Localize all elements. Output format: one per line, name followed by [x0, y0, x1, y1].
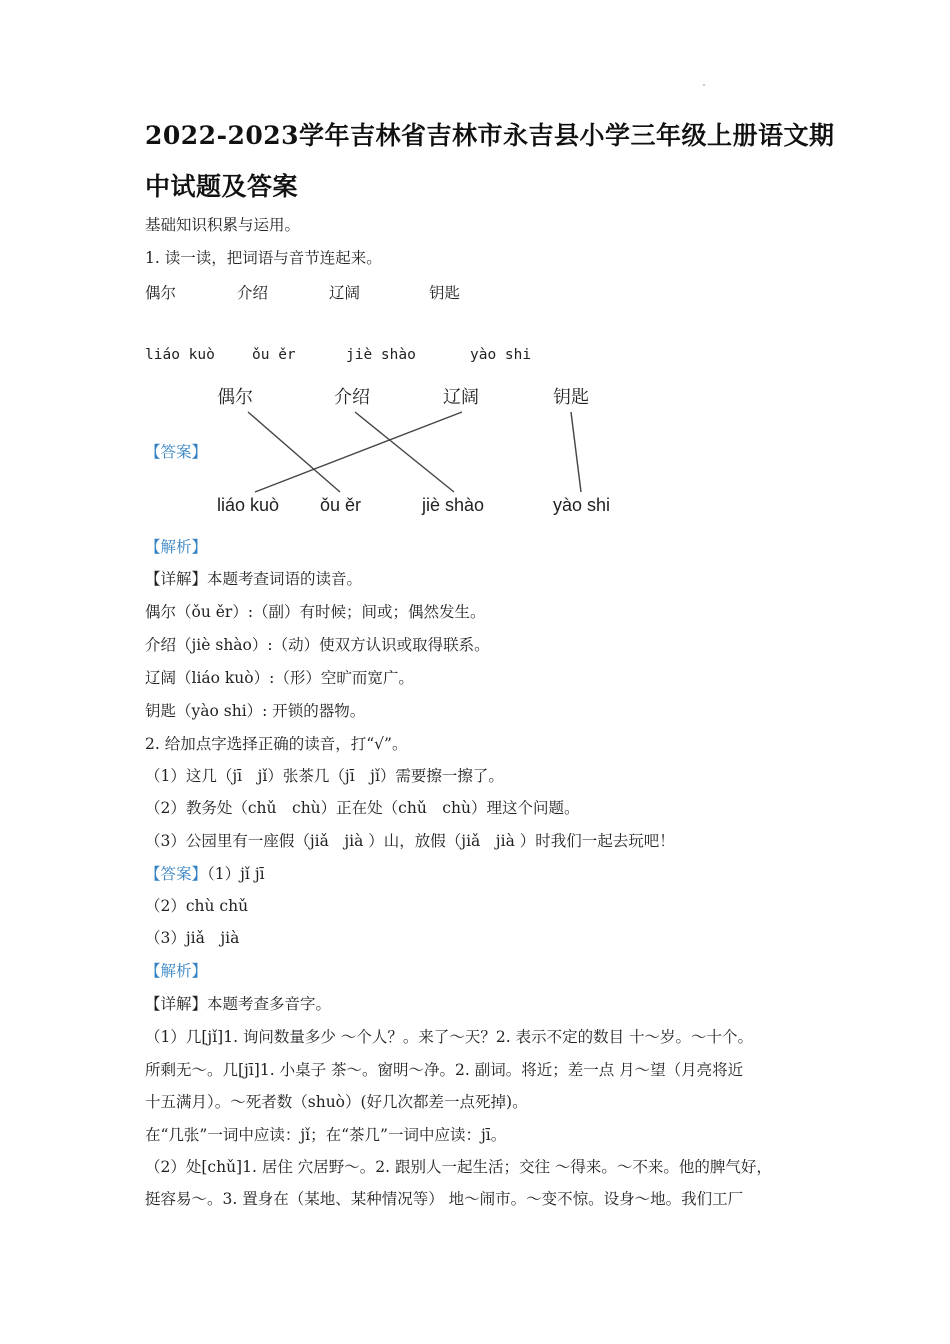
- figure-pinyin-ouer: ǒu ěr: [320, 495, 362, 515]
- question-2-detail: 【详解】本题考查多音字。: [145, 995, 332, 1013]
- question-1-detail: 【详解】本题考查词语的读音。: [145, 570, 363, 588]
- question-2-answer-2: （2）chù chǔ: [145, 897, 249, 915]
- page-title-line-1: 2022-2023学年吉林省吉林市永吉县小学三年级上册语文期: [145, 121, 835, 150]
- word-liaokuo: 辽阔: [329, 284, 361, 302]
- section-heading: 基础知识积累与运用。: [145, 216, 301, 234]
- pinyin-liaokuo: liáo kuò: [145, 347, 215, 363]
- figure-pinyin-yaoshi: yào shi: [553, 495, 611, 515]
- question-2-item-2: （2）教务处（chǔ chù）正在处（chǔ chù）理这个问题。: [145, 799, 580, 817]
- explanation-line-3: 十五满月）。～死者数（shuò）(好几次都差一点死掉)。: [145, 1093, 528, 1111]
- question-2-answer-3: （3）jiǎ jià: [145, 929, 240, 947]
- question-2-answer-tag: 【答案】: [145, 865, 208, 883]
- figure-pinyin-liaokuo: liáo kuò: [217, 495, 280, 515]
- pinyin-yaoshi: yào shi: [470, 347, 532, 363]
- pinyin-ouer: ǒu ěr: [252, 347, 296, 363]
- question-2-answer-1: （1）jǐ jī: [207, 865, 265, 883]
- explanation-line-5: （2）处[chǔ]1. 居住 穴居野～。2. 跟别人一起生活；交往 ～得来。～不来。他的脾气好，: [145, 1158, 772, 1176]
- figure-word-yaoshi: 钥匙: [553, 387, 589, 407]
- word-jieshao: 介绍: [237, 284, 269, 302]
- question-2-item-1: （1）这几（jī jǐ）张茶几（jī jǐ）需要擦一擦了。: [145, 767, 504, 785]
- match-line-jieshao: [355, 412, 454, 492]
- figure-word-ouer: 偶尔: [217, 387, 253, 407]
- figure-word-jieshao: 介绍: [334, 387, 370, 407]
- explanation-line-6: 挺容易～。3. 置身在（某地、某种情况等） 地～闹市。～变不惊。设身～地。我们工厂: [145, 1190, 744, 1208]
- figure-word-liaokuo: 辽阔: [443, 387, 479, 407]
- match-line-ouer: [248, 412, 340, 492]
- explanation-jieshao: 介绍（jiè shào）:（动）使双方认识或取得联系。: [145, 636, 490, 654]
- question-1-answer-tag: 【答案】: [145, 443, 208, 461]
- question-2-item-3: （3）公园里有一座假（jiǎ jià ）山，放假（jiǎ jià ）时我们一起去玩吧！: [145, 832, 675, 850]
- page-title-line-2: 中试题及答案: [145, 172, 299, 201]
- explanation-line-4: 在“几张”一词中应读：jǐ；在“茶几”一词中应读：jī。: [145, 1126, 507, 1144]
- word-ouer: 偶尔: [145, 284, 177, 302]
- question-1-analysis-tag: 【解析】: [145, 538, 208, 556]
- explanation-ouer: 偶尔（ǒu ěr）:（副）有时候；间或；偶然发生。: [145, 603, 486, 621]
- explanation-line-2: 所剩无～。几[jī]1. 小桌子 茶～。窗明～净。2. 副词。将近；差一点 月～望（月亮将近: [145, 1061, 744, 1079]
- pinyin-jieshao: jiè shào: [346, 347, 416, 363]
- question-2-analysis-tag: 【解析】: [145, 962, 208, 980]
- explanation-liaokuo: 辽阔（liáo kuò）:（形）空旷而宽广。: [145, 669, 414, 687]
- match-line-liaokuo: [255, 412, 462, 492]
- explanation-line-1: （1）几[jǐ]1. 询问数量多少 ～个人？。来了～天？2. 表示不定的数目 十～岁。～十个。: [145, 1028, 754, 1046]
- word-yaoshi: 钥匙: [429, 284, 461, 302]
- explanation-yaoshi: 钥匙（yào shi）: 开锁的器物。: [145, 702, 366, 720]
- question-2-answer-line-1: [145, 864, 265, 884]
- match-line-yaoshi: [571, 412, 581, 492]
- question-2-prompt: 2. 给加点字选择正确的读音，打“√”。: [145, 735, 408, 753]
- matching-answer-figure: [200, 378, 640, 523]
- figure-pinyin-jieshao: jiè shào: [422, 495, 485, 515]
- page-mark: [703, 84, 705, 86]
- question-1-prompt: 1. 读一读，把词语与音节连起来。: [145, 249, 382, 267]
